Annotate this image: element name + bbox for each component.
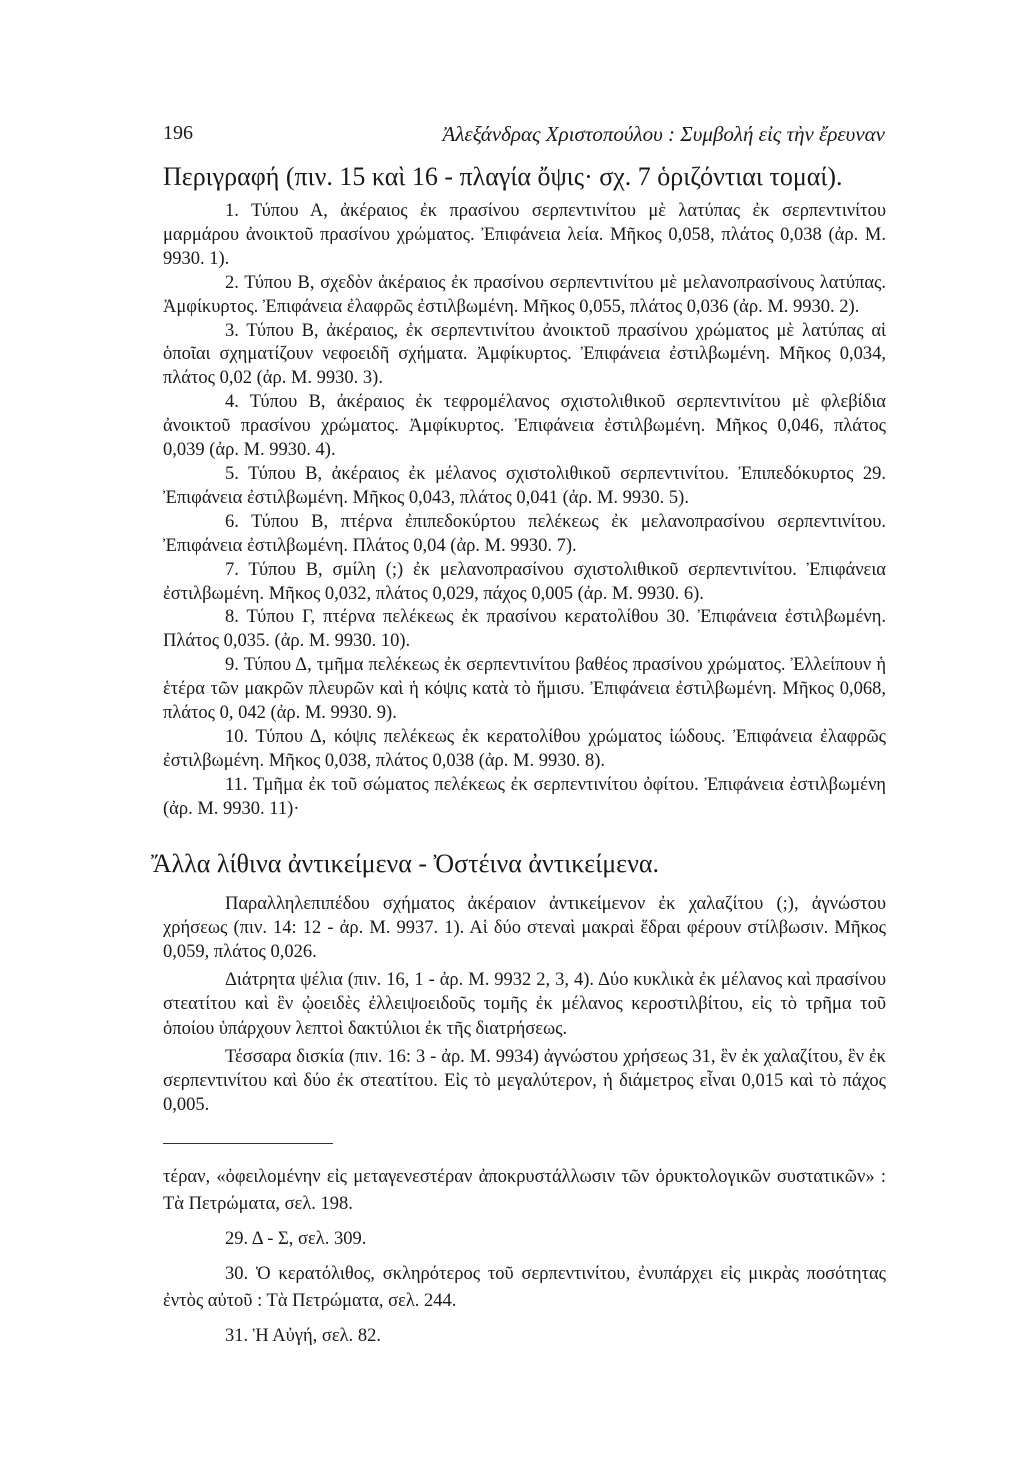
catalog-item: 5. Τύπου Β, ἀκέραιος ἐκ μέλανος σχιστολιθικοῦ σερπεντινίτου. Ἐπιπεδόκυρτος 29. Ἐπιφάνεια ἐστιλβωμένη. Μῆκος 0,043, πλάτος 0,041 (ἀρ. Μ. 9930. 5).	[163, 463, 886, 508]
footnote: 31. Ἡ Αὐγή, σελ. 82.	[225, 1326, 381, 1347]
catalog-item: 10. Τύπου Δ, κόψις πελέκεως ἐκ κερατολίθου χρώματος ἰώδους. Ἐπιφάνεια ἐλαφρῶς ἐστιλβωμένη. Μῆκος 0,038, πλάτος 0,038 (ἀρ. Μ. 9930. 8).	[163, 726, 886, 771]
catalog-item: 1. Τύπου Α, ἀκέραιος ἐκ πρασίνου σερπεντινίτου μὲ λατύπας ἐκ σερπεντινίτου μαρμάρου ἀνοικτοῦ πρασίνου χρώματος. Ἐπιφάνεια λεία. Μῆκος 0,058, πλάτος 0,038 (ἀρ. Μ. 9930. 1).	[163, 201, 886, 269]
footnote-divider	[163, 1143, 333, 1144]
catalog-item: 11. Τμῆμα ἐκ τοῦ σώματος πελέκεως ἐκ σερπεντινίτου ὀφίτου. Ἐπιφάνεια ἐστιλβωμένη (ἀρ. Μ. 9930. 11)·	[163, 774, 886, 819]
running-header	[163, 122, 885, 152]
footnote: τέραν, «ὀφειλομένην εἰς μεταγενεστέραν ἀποκρυστάλλωσιν τῶν ὀρυκτολογικῶν συστατικῶν» : Τὰ Πετρώματα, σελ. 198.	[163, 1167, 886, 1215]
catalog-item: 4. Τύπου Β, ἀκέραιος ἐκ τεφρομέλανος σχιστολιθικοῦ σερπεντινίτου μὲ φλεβίδια ἀνοικτοῦ πρασίνου χρώματος. Ἀμφίκυρτος. Ἐπιφάνεια ἐστιλβωμένη. Μῆκος 0,046, πλάτος 0,039 (ἀρ. Μ. 9930. 4).	[163, 392, 886, 461]
body-paragraph: Διάτρητα ψέλια (πιν. 16, 1 - ἀρ. Μ. 9932 2, 3, 4). Δύο κυκλικὰ ἐκ μέλανος καὶ πρασίνου στεατίτου καὶ ἓν ᾠοειδὲς ἐλλειψοειδοῦς τομῆς ἐκ μέλανος κεροστιλβίτου, εἰς τὸ τρῆμα τοῦ ὁποίου ὑπάρχουν λεπτοὶ δακτύλιοι ἐκ τῆς διατρήσεως.	[163, 970, 886, 1039]
body-paragraph: Τέσσαρα δισκία (πιν. 16: 3 - ἀρ. Μ. 9934) ἀγνώστου χρήσεως 31, ἓν ἐκ χαλαζίτου, ἓν ἐκ σερπεντινίτου καὶ δύο ἐκ στεατίτου. Εἰς τὸ μεγαλύτερον, ἡ διάμετρος εἶναι 0,015 καὶ τὸ πάχος 0,005.	[163, 1046, 886, 1116]
page-number: 196	[163, 122, 193, 144]
catalog-item: 6. Τύπου Β, πτέρνα ἐπιπεδοκύρτου πελέκεως ἐκ μελανοπρασίνου σερπεντινίτου. Ἐπιφάνεια ἐστιλβωμένη. Πλάτος 0,04 (ἀρ. Μ. 9930. 7).	[163, 511, 886, 556]
body-paragraph: Παραλληλεπιπέδου σχήματος ἀκέραιον ἀντικείμενον ἐκ χαλαζίτου (;), ἀγνώστου χρήσεως (πιν. 14: 12 - ἀρ. Μ. 9937. 1). Αἱ δύο στεναὶ μακραὶ ἕδραι φέρουν στίλβωσιν. Μῆκος 0,059, πλάτος 0,026.	[163, 893, 886, 962]
footnote: 29. Δ - Σ, σελ. 309.	[225, 1229, 367, 1250]
catalog-item: 9. Τύπου Δ, τμῆμα πελέκεως ἐκ σερπεντινίτου βαθέος πρασίνου χρώματος. Ἐλλείπουν ἡ ἑτέρα τῶν μακρῶν πλευρῶν καὶ ἡ κόψις κατὰ τὸ ἥμισυ. Ἐπιφάνεια ἐστιλβωμένη. Μῆκος 0,068, πλάτος 0, 042 (ἀρ. Μ. 9930. 9).	[163, 655, 886, 724]
catalog-item: 7. Τύπου Β, σμίλη (;) ἐκ μελανοπρασίνου σχιστολιθικοῦ σερπεντινίτου. Ἐπιφάνεια ἐστιλβωμένη. Μῆκος 0,032, πλάτος 0,029, πάχος 0,005 (ἀρ. Μ. 9930. 6).	[163, 559, 886, 604]
catalog-item: 8. Τύπου Γ, πτέρνα πελέκεως ἐκ πρασίνου κερατολίθου 30. Ἐπιφάνεια ἐστιλβωμένη. Πλάτος 0,035. (ἀρ. Μ. 9930. 10).	[163, 607, 886, 652]
catalog-item: 2. Τύπου Β, σχεδὸν ἀκέραιος ἐκ πρασίνου σερπεντινίτου μὲ μελανοπρασίνους λατύπας. Ἀμφίκυρτος. Ἐπιφάνεια ἐλαφρῶς ἐστιλβωμένη. Μῆκος 0,055, πλάτος 0,036 (ἀρ. Μ. 9930. 2).	[163, 272, 886, 317]
footnote: 30. Ὁ κερατόλιθος, σκληρότερος τοῦ σερπεντινίτου, ἐνυπάρχει εἰς μικρὰς ποσότητας ἐντὸς αὐτοῦ : Τὰ Πετρώματα, σελ. 244.	[163, 1264, 886, 1312]
main-text	[151, 160, 886, 1358]
running-title: Ἀλεξάνδρας Χριστοπούλου : Συμβολή εἰς τὴν ἔρευναν	[442, 122, 885, 146]
catalog-item: 3. Τύπου Β, ἀκέραιος, ἐκ σερπεντινίτου ἀνοικτοῦ πρασίνου χρώματος μὲ λατύπας αἱ ὁποῖαι σχηματίζουν νεφοειδῆ σχήματα. Ἀμφίκυρτος. Ἐπιφάνεια ἐστιλβωμένη. Μῆκος 0,034, πλάτος 0,02 (ἀρ. Μ. 9930. 3).	[163, 320, 886, 389]
description-heading: Περιγραφή (πιν. 15 καὶ 16 - πλαγία ὄψις· σχ. 7 ὁριζόντιαι τομαί).	[163, 162, 843, 191]
section-heading: Ἄλλα λίθινα ἀντικείμενα - Ὀστέινα ἀντικείμενα.	[151, 848, 659, 878]
